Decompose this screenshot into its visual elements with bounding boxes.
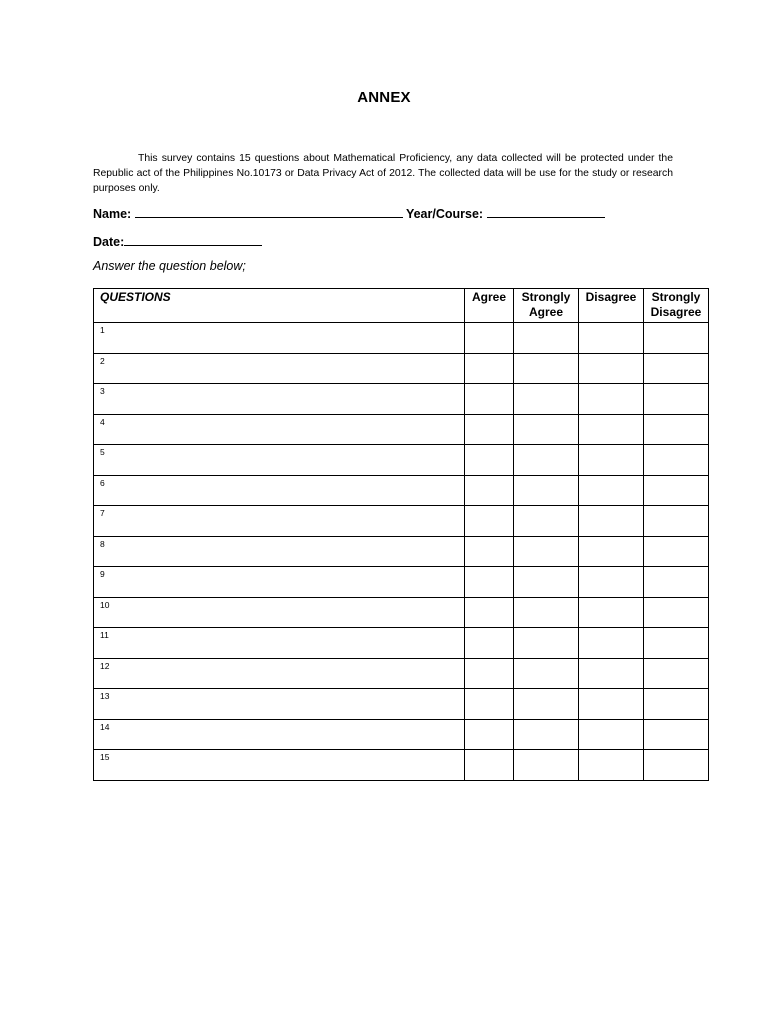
answer-cell-agree[interactable]	[465, 628, 514, 659]
answer-cell-agree[interactable]	[465, 353, 514, 384]
answer-cell-strongly-disagree[interactable]	[644, 628, 709, 659]
answer-cell-agree[interactable]	[465, 658, 514, 689]
answer-cell-agree[interactable]	[465, 597, 514, 628]
answer-cell-strongly-agree[interactable]	[514, 628, 579, 659]
answer-cell-strongly-agree[interactable]	[514, 658, 579, 689]
answer-cell-strongly-agree[interactable]	[514, 689, 579, 720]
answer-cell-strongly-agree[interactable]	[514, 414, 579, 445]
column-header-strongly-agree: Strongly Agree	[514, 289, 579, 323]
date-row	[93, 233, 262, 249]
answer-cell-agree[interactable]	[465, 506, 514, 537]
table-row	[94, 506, 709, 537]
question-number: 5	[94, 445, 465, 476]
column-header-questions: QUESTIONS	[94, 289, 465, 323]
table-row	[94, 475, 709, 506]
answer-cell-strongly-disagree[interactable]	[644, 353, 709, 384]
question-number: 8	[94, 536, 465, 567]
question-number: 15	[94, 750, 465, 781]
answer-cell-disagree[interactable]	[579, 750, 644, 781]
table-row	[94, 384, 709, 415]
answer-cell-agree[interactable]	[465, 719, 514, 750]
table-row	[94, 658, 709, 689]
question-number: 12	[94, 658, 465, 689]
name-label: Name:	[93, 207, 132, 221]
name-field-line[interactable]	[135, 205, 403, 218]
answer-cell-agree[interactable]	[465, 567, 514, 598]
table-row	[94, 689, 709, 720]
answer-cell-strongly-agree[interactable]	[514, 475, 579, 506]
answer-cell-strongly-disagree[interactable]	[644, 475, 709, 506]
table-row	[94, 628, 709, 659]
answer-cell-agree[interactable]	[465, 475, 514, 506]
answer-cell-strongly-agree[interactable]	[514, 506, 579, 537]
table-row	[94, 323, 709, 354]
answer-cell-disagree[interactable]	[579, 445, 644, 476]
name-year-row	[93, 205, 605, 221]
answer-cell-strongly-disagree[interactable]	[644, 536, 709, 567]
answer-cell-strongly-agree[interactable]	[514, 750, 579, 781]
question-number: 10	[94, 597, 465, 628]
answer-cell-disagree[interactable]	[579, 323, 644, 354]
question-number: 3	[94, 384, 465, 415]
intro-paragraph	[93, 151, 673, 196]
table-header-row	[94, 289, 709, 323]
answer-cell-strongly-disagree[interactable]	[644, 384, 709, 415]
column-header-disagree: Disagree	[579, 289, 644, 323]
answer-cell-agree[interactable]	[465, 445, 514, 476]
answer-cell-strongly-disagree[interactable]	[644, 445, 709, 476]
answer-cell-strongly-disagree[interactable]	[644, 506, 709, 537]
question-number: 14	[94, 719, 465, 750]
answer-cell-disagree[interactable]	[579, 475, 644, 506]
answer-cell-disagree[interactable]	[579, 414, 644, 445]
answer-cell-strongly-agree[interactable]	[514, 445, 579, 476]
answer-cell-agree[interactable]	[465, 750, 514, 781]
column-header-agree: Agree	[465, 289, 514, 323]
table-row	[94, 414, 709, 445]
year-course-field-line[interactable]	[487, 205, 605, 218]
question-number: 7	[94, 506, 465, 537]
answer-cell-strongly-disagree[interactable]	[644, 689, 709, 720]
question-number: 11	[94, 628, 465, 659]
answer-cell-disagree[interactable]	[579, 353, 644, 384]
table-row	[94, 597, 709, 628]
answer-cell-disagree[interactable]	[579, 384, 644, 415]
question-number: 6	[94, 475, 465, 506]
answer-cell-disagree[interactable]	[579, 719, 644, 750]
answer-cell-disagree[interactable]	[579, 506, 644, 537]
answer-cell-agree[interactable]	[465, 323, 514, 354]
answer-cell-strongly-agree[interactable]	[514, 597, 579, 628]
table-row	[94, 353, 709, 384]
table-row	[94, 567, 709, 598]
answer-cell-disagree[interactable]	[579, 658, 644, 689]
answer-cell-agree[interactable]	[465, 536, 514, 567]
table-row	[94, 445, 709, 476]
answer-cell-strongly-disagree[interactable]	[644, 323, 709, 354]
question-number: 2	[94, 353, 465, 384]
answer-cell-strongly-disagree[interactable]	[644, 719, 709, 750]
answer-cell-disagree[interactable]	[579, 628, 644, 659]
question-number: 9	[94, 567, 465, 598]
answer-cell-strongly-disagree[interactable]	[644, 750, 709, 781]
answer-cell-strongly-agree[interactable]	[514, 353, 579, 384]
answer-cell-strongly-agree[interactable]	[514, 384, 579, 415]
document-title: ANNEX	[357, 89, 411, 106]
question-number: 1	[94, 323, 465, 354]
answer-cell-agree[interactable]	[465, 414, 514, 445]
table-row	[94, 750, 709, 781]
date-field-line[interactable]	[124, 233, 262, 246]
table-row	[94, 536, 709, 567]
answer-cell-agree[interactable]	[465, 384, 514, 415]
table-row	[94, 719, 709, 750]
answer-cell-strongly-disagree[interactable]	[644, 658, 709, 689]
answer-cell-strongly-agree[interactable]	[514, 536, 579, 567]
answer-cell-strongly-agree[interactable]	[514, 567, 579, 598]
answer-cell-strongly-agree[interactable]	[514, 719, 579, 750]
question-number: 4	[94, 414, 465, 445]
answer-cell-agree[interactable]	[465, 689, 514, 720]
answer-cell-disagree[interactable]	[579, 536, 644, 567]
date-label: Date:	[93, 235, 125, 249]
answer-cell-disagree[interactable]	[579, 567, 644, 598]
year-course-label: Year/Course:	[405, 207, 484, 221]
intro-text: This survey contains 15 questions about Mathematical Proficiency, any data collected will be protected under the Republic act of the Philippines No.10173 or Data Privacy Act of 2012. The collected data will be use for the study or research purposes only.	[93, 153, 673, 194]
column-header-strongly-disagree: Strongly Disagree	[644, 289, 709, 323]
answer-cell-strongly-agree[interactable]	[514, 323, 579, 354]
survey-table	[93, 288, 709, 781]
answer-cell-disagree[interactable]	[579, 689, 644, 720]
answer-cell-strongly-disagree[interactable]	[644, 597, 709, 628]
instruction-text: Answer the question below;	[93, 259, 246, 273]
answer-cell-strongly-disagree[interactable]	[644, 414, 709, 445]
answer-cell-strongly-disagree[interactable]	[644, 567, 709, 598]
answer-cell-disagree[interactable]	[579, 597, 644, 628]
question-number: 13	[94, 689, 465, 720]
